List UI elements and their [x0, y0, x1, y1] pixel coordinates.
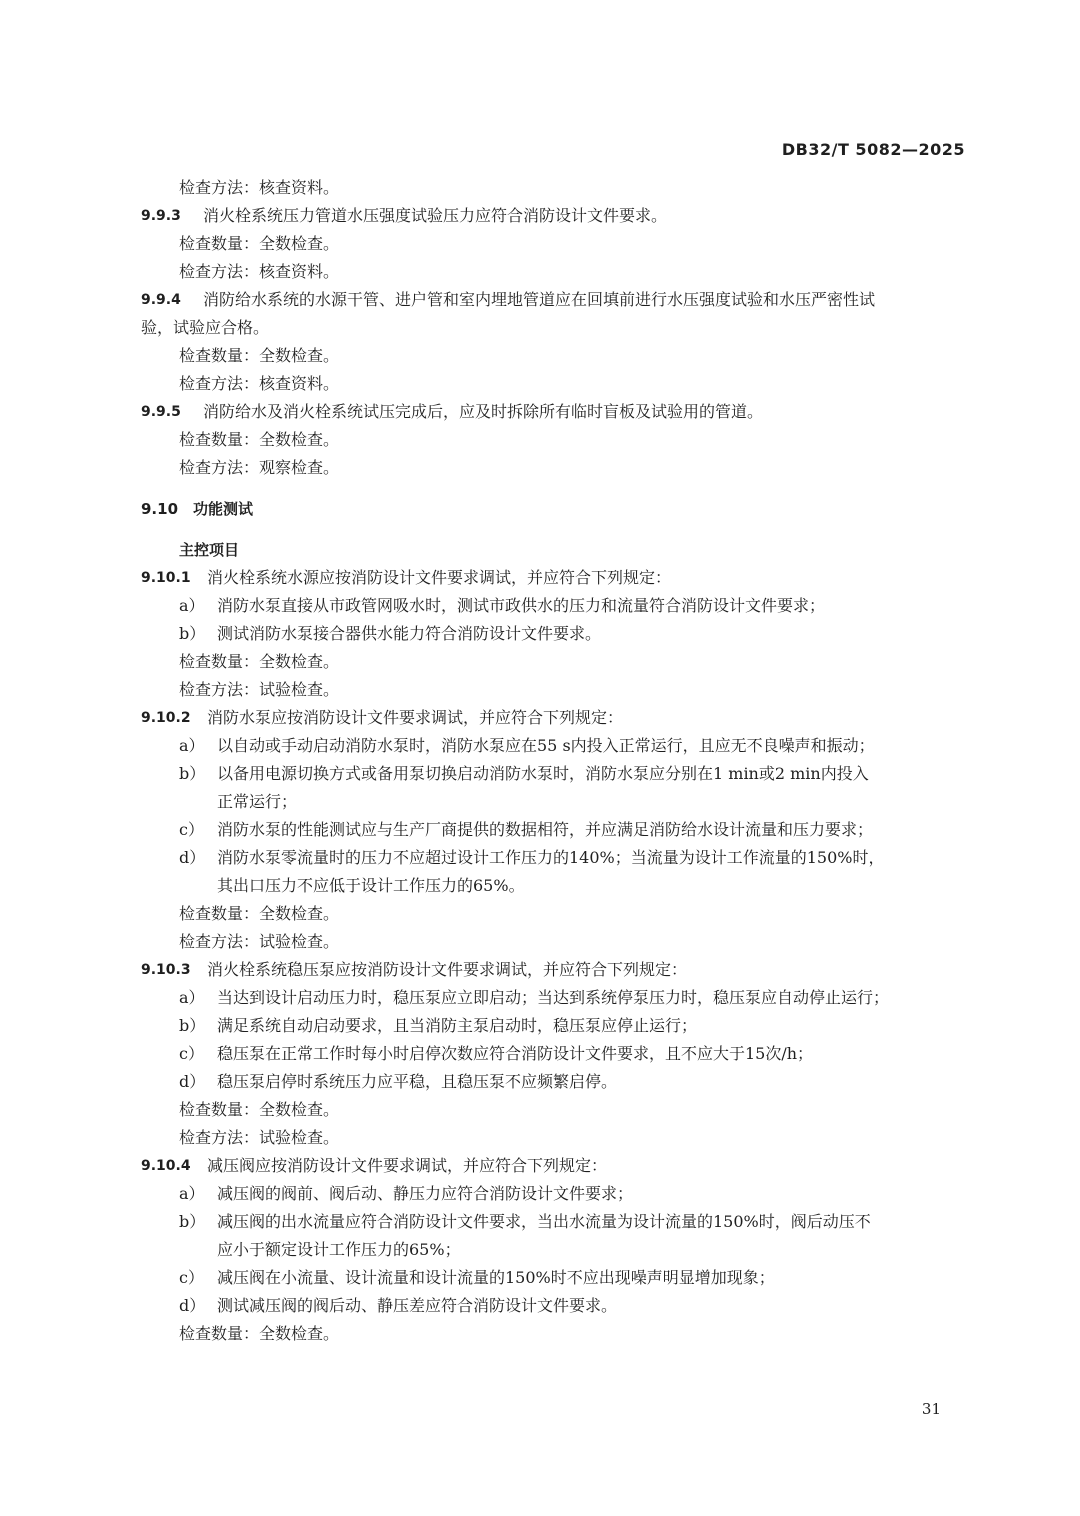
list-item-label: b） — [179, 624, 206, 643]
clause-number: 9.9.3 — [141, 208, 181, 224]
clause-text-continuation: 验，试验应合格。 — [141, 318, 270, 337]
check-method: 检查方法：核查资料。 — [179, 374, 340, 393]
list-item-continuation: 应小于额定设计工作压力的65%； — [217, 1240, 461, 1259]
check-method: 检查方法：试验检查。 — [179, 932, 340, 951]
list-item-text: 稳压泵启停时系统压力应平稳，且稳压泵不应频繁启停。 — [217, 1072, 618, 1091]
check-method: 检查方法：试验检查。 — [179, 1128, 340, 1147]
section-title: 功能测试 — [193, 500, 254, 518]
check-quantity: 检查数量：全数检查。 — [179, 234, 340, 253]
clause-number: 9.10.1 — [141, 570, 191, 586]
clause-9-9-3 — [141, 202, 967, 230]
main-items-subheading: 主控项目 — [179, 541, 240, 559]
clause-number: 9.9.5 — [141, 404, 181, 420]
list-item — [141, 1264, 967, 1292]
section-heading-9-10 — [141, 495, 967, 523]
list-item — [141, 732, 967, 760]
list-item-text: 测试消防水泵接合器供水能力符合消防设计文件要求。 — [217, 624, 602, 643]
list-item-label: d） — [179, 1296, 206, 1315]
list-item — [141, 1040, 967, 1068]
check-quantity: 检查数量：全数检查。 — [179, 1100, 340, 1119]
check-quantity: 检查数量：全数检查。 — [179, 430, 340, 449]
list-item — [141, 844, 967, 872]
check-method: 检查方法：核查资料。 — [179, 178, 340, 197]
document-body — [141, 174, 967, 1348]
list-item-text: 测试减压阀的阀后动、静压差应符合消防设计文件要求。 — [217, 1296, 618, 1315]
clause-text: 消防给水系统的水源干管、进户管和室内埋地管道应在回填前进行水压强度试验和水压严密性试 — [203, 290, 876, 309]
list-item — [141, 1208, 967, 1236]
list-item-text: 当达到设计启动压力时，稳压泵应立即启动；当达到系统停泵压力时，稳压泵应自动停止运行； — [217, 988, 890, 1007]
list-item-text: 满足系统自动启动要求，且当消防主泵启动时，稳压泵应停止运行； — [217, 1016, 698, 1035]
clause-text: 消火栓系统压力管道水压强度试验压力应符合消防设计文件要求。 — [203, 206, 668, 225]
check-quantity: 检查数量：全数检查。 — [179, 904, 340, 923]
clause-number: 9.10.2 — [141, 710, 191, 726]
clause-text: 消火栓系统稳压泵应按消防设计文件要求调试，并应符合下列规定： — [207, 960, 688, 979]
clause-9-10-4 — [141, 1152, 967, 1180]
clause-text: 消火栓系统水源应按消防设计文件要求调试，并应符合下列规定： — [207, 568, 672, 587]
clause-number: 9.10.4 — [141, 1158, 191, 1174]
list-item-label: a） — [179, 736, 205, 755]
list-item-text: 消防水泵的性能测试应与生产厂商提供的数据相符，并应满足消防给水设计流量和压力要求； — [217, 820, 874, 839]
list-item-label: b） — [179, 1212, 206, 1231]
list-item-label: b） — [179, 1016, 206, 1035]
list-item — [141, 1180, 967, 1208]
clause-number: 9.10.3 — [141, 962, 191, 978]
list-item — [141, 1292, 967, 1320]
list-item-label: c） — [179, 1268, 204, 1287]
list-item-text: 消防水泵零流量时的压力不应超过设计工作压力的140%；当流量为设计工作流量的150%时， — [217, 848, 885, 867]
list-item-text: 减压阀在小流量、设计流量和设计流量的150%时不应出现噪声明显增加现象； — [217, 1268, 775, 1287]
list-item-text: 以自动或手动启动消防水泵时，消防水泵应在55 s内投入正常运行，且应无不良噪声和振动； — [217, 736, 875, 755]
list-item-label: c） — [179, 1044, 204, 1063]
list-item-text: 稳压泵在正常工作时每小时启停次数应符合消防设计文件要求，且不应大于15次/h； — [217, 1044, 814, 1063]
clause-number: 9.9.4 — [141, 292, 181, 308]
clause-9-10-2 — [141, 704, 967, 732]
document-code-header: DB32/T 5082—2025 — [781, 140, 965, 159]
list-item-label: c） — [179, 820, 204, 839]
clause-text: 减压阀应按消防设计文件要求调试，并应符合下列规定： — [207, 1156, 608, 1175]
check-quantity: 检查数量：全数检查。 — [179, 346, 340, 365]
check-quantity: 检查数量：全数检查。 — [179, 652, 340, 671]
list-item — [141, 760, 967, 788]
section-number: 9.10 — [141, 500, 179, 518]
list-item — [141, 1068, 967, 1096]
check-quantity: 检查数量：全数检查。 — [179, 1324, 340, 1343]
list-item — [141, 1012, 967, 1040]
list-item-text: 消防水泵直接从市政管网吸水时，测试市政供水的压力和流量符合消防设计文件要求； — [217, 596, 826, 615]
list-item-label: a） — [179, 988, 205, 1007]
clause-text: 消防水泵应按消防设计文件要求调试，并应符合下列规定： — [207, 708, 624, 727]
list-item-label: a） — [179, 1184, 205, 1203]
list-item — [141, 620, 967, 648]
list-item-label: a） — [179, 596, 205, 615]
list-item — [141, 816, 967, 844]
list-item-continuation: 其出口压力不应低于设计工作压力的65%。 — [217, 876, 525, 895]
check-method: 检查方法：核查资料。 — [179, 262, 340, 281]
list-item-text: 减压阀的阀前、阀后动、静压力应符合消防设计文件要求； — [217, 1184, 634, 1203]
list-item-label: b） — [179, 764, 206, 783]
list-item-text: 以备用电源切换方式或备用泵切换启动消防水泵时，消防水泵应分别在1 min或2 min内投入 — [217, 764, 869, 783]
clause-9-10-3 — [141, 956, 967, 984]
list-item-continuation: 正常运行； — [217, 792, 298, 811]
list-item-label: d） — [179, 848, 206, 867]
check-method: 检查方法：试验检查。 — [179, 680, 340, 699]
clause-text: 消防给水及消火栓系统试压完成后，应及时拆除所有临时盲板及试验用的管道。 — [203, 402, 764, 421]
page-number: 31 — [921, 1400, 941, 1418]
list-item-text: 减压阀的出水流量应符合消防设计文件要求，当出水流量为设计流量的150%时，阀后动压不 — [217, 1212, 871, 1231]
list-item — [141, 592, 967, 620]
clause-9-10-1 — [141, 564, 967, 592]
check-method: 检查方法：观察检查。 — [179, 458, 340, 477]
clause-9-9-4 — [141, 286, 967, 314]
list-item — [141, 984, 967, 1012]
list-item-label: d） — [179, 1072, 206, 1091]
clause-9-9-5 — [141, 398, 967, 426]
